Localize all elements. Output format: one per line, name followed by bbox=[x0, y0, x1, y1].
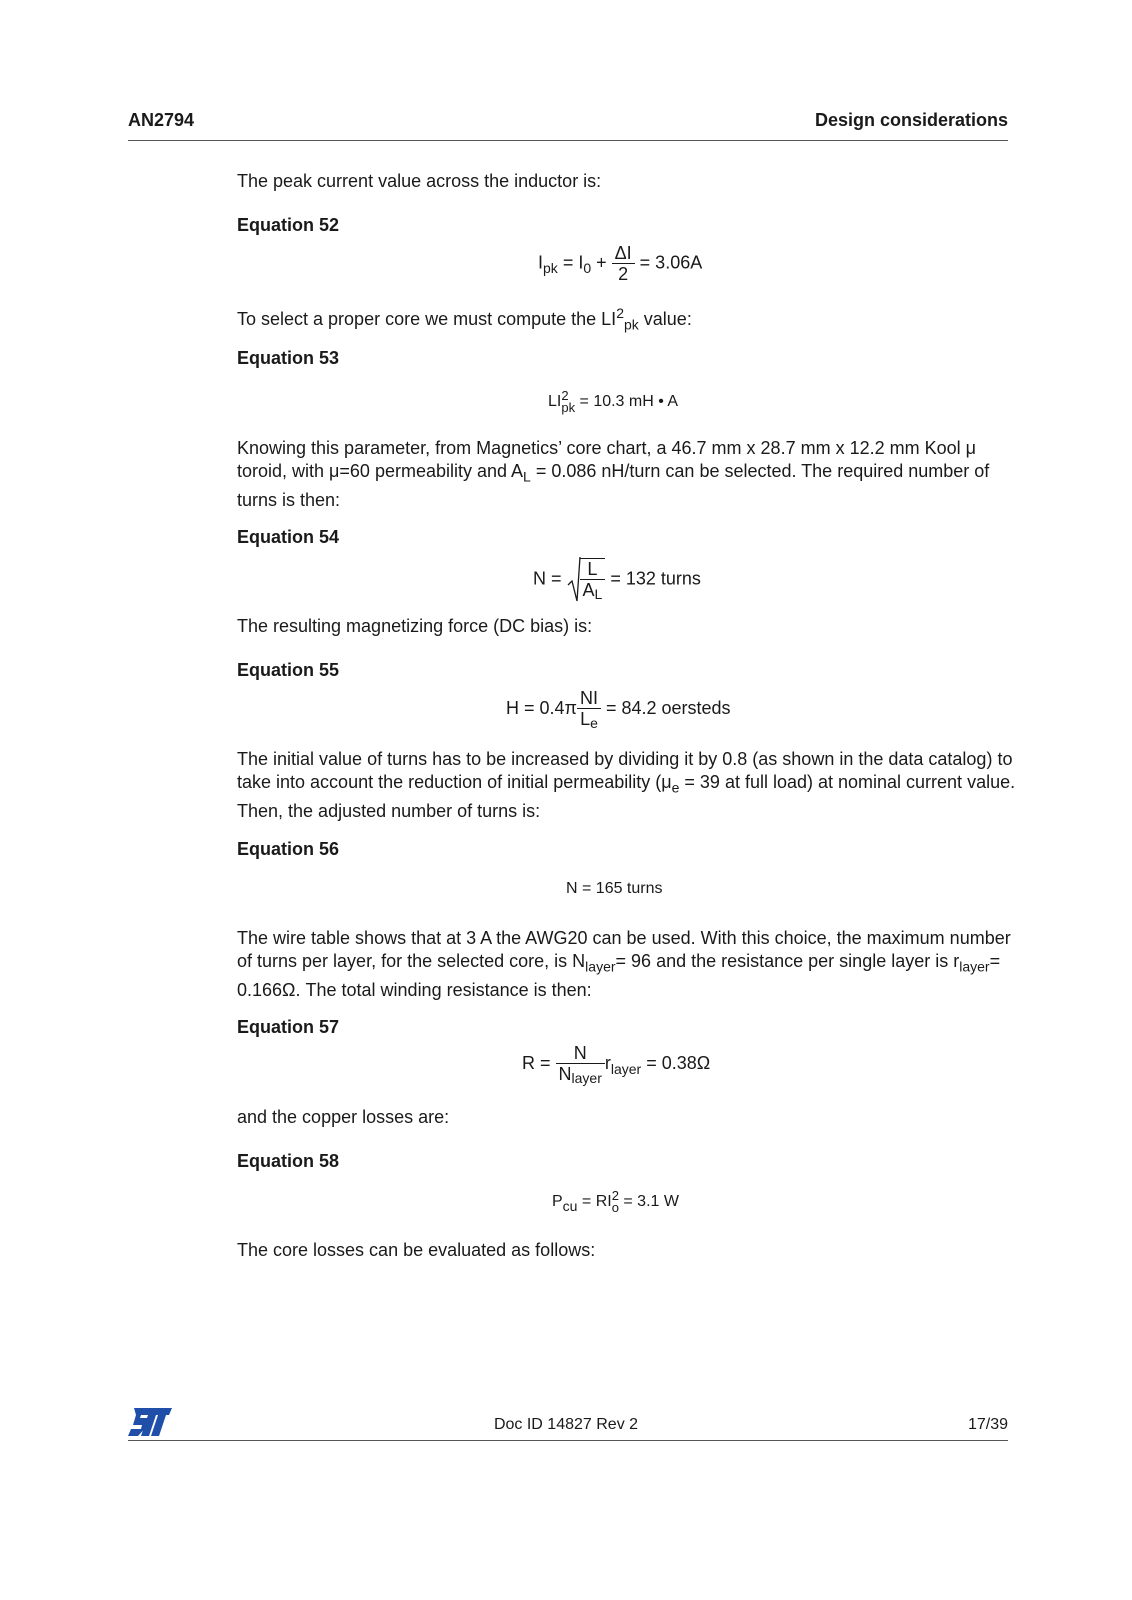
eq-term: r bbox=[604, 1052, 611, 1073]
eq-term: LI bbox=[548, 393, 562, 411]
text-sub: e bbox=[671, 779, 680, 796]
text: Knowing this parameter, from Magnetics’ core chart, a 46.7 mm x 28.7 mm x 12.2 mm Kool μ toroid, with μ=60 permeability and A bbox=[237, 438, 976, 481]
equation-57 bbox=[522, 1043, 710, 1085]
page-header bbox=[128, 110, 1008, 141]
eq-sub: pk bbox=[543, 260, 558, 277]
eq-numerator: N bbox=[556, 1043, 605, 1064]
eq-den-term: L bbox=[580, 709, 591, 729]
eq-result: = 3.06A bbox=[634, 252, 703, 273]
equation-53 bbox=[548, 390, 678, 414]
eq-sup: 2 bbox=[561, 388, 569, 403]
eq-term: H = 0.4π bbox=[506, 697, 577, 718]
equation-57-label: Equation 57 bbox=[237, 1017, 340, 1037]
text: = 0.166Ω. The total winding resistance is then: bbox=[237, 951, 1001, 1000]
footer-doc-ref: Doc ID 14827 Rev 2 bbox=[493, 1416, 639, 1433]
eq-fraction bbox=[580, 558, 606, 601]
eq-term: N = bbox=[533, 568, 567, 589]
eq-term: N = 165 turns bbox=[566, 880, 663, 897]
text: = 96 and the resistance per single layer is r bbox=[615, 951, 960, 971]
text: The peak current value across the inductor is: bbox=[237, 171, 602, 191]
eq-numerator: ΔI bbox=[612, 243, 635, 264]
text: The resulting magnetizing force (DC bias) is: bbox=[237, 616, 593, 636]
eq-result: = 132 turns bbox=[605, 568, 701, 589]
text: value: bbox=[638, 309, 692, 329]
equation-53-label: Equation 53 bbox=[237, 348, 340, 368]
text-sub: L bbox=[523, 468, 531, 485]
equation-56 bbox=[566, 880, 663, 898]
sqrt-sign-icon bbox=[567, 555, 581, 603]
paragraph-initial-turns bbox=[237, 748, 1017, 823]
equation-52-label: Equation 52 bbox=[237, 215, 340, 235]
eq-supsub bbox=[612, 1190, 619, 1214]
eq-term: = RI bbox=[577, 1193, 612, 1211]
paragraph-wire-table bbox=[237, 927, 1017, 1002]
paragraph-copper-losses bbox=[237, 1106, 1017, 1129]
text-sub: layer bbox=[959, 958, 990, 975]
paragraph-peak-current bbox=[237, 170, 1017, 193]
eq-denominator bbox=[577, 709, 601, 730]
eq-result: = 10.3 mH • A bbox=[575, 393, 679, 411]
text: The initial value of turns has to be increased by dividing it by 0.8 (as shown in the data catalog) to take into account the reduction of initial permeability (μ bbox=[237, 749, 1013, 792]
eq-term: P bbox=[552, 1193, 563, 1211]
eq-sub: o bbox=[611, 1200, 619, 1215]
eq-term: R = bbox=[522, 1052, 556, 1073]
paragraph-core-chart bbox=[237, 437, 1017, 512]
text: The wire table shows that at 3 A the AWG20 can be used. With this choice, the maximum number of turns per layer, for the selected core, is N bbox=[237, 928, 1011, 971]
equation-58-label: Equation 58 bbox=[237, 1151, 340, 1171]
paragraph-magnetizing-force bbox=[237, 615, 1017, 638]
eq-den-term: A bbox=[582, 579, 595, 600]
eq-numerator: L bbox=[580, 559, 606, 580]
paragraph-core-losses bbox=[237, 1239, 1017, 1262]
equation-58 bbox=[552, 1190, 679, 1214]
header-doc-id: AN2794 bbox=[128, 110, 195, 130]
footer-page-number: 17/39 bbox=[967, 1416, 1008, 1433]
eq-result: = 3.1 W bbox=[618, 1193, 679, 1211]
text: The core losses can be evaluated as follows: bbox=[237, 1240, 596, 1260]
eq-sub: cu bbox=[562, 1198, 578, 1215]
eq-term: I bbox=[538, 252, 544, 273]
footer-divider bbox=[128, 1440, 1008, 1441]
eq-sub: e bbox=[590, 715, 598, 731]
equation-55 bbox=[506, 688, 731, 730]
paragraph-select-core bbox=[237, 302, 1017, 337]
eq-den-term: N bbox=[558, 1064, 572, 1084]
equation-56-label: Equation 56 bbox=[237, 839, 340, 859]
text-sup: 2 bbox=[616, 305, 624, 321]
eq-result: = 84.2 oersteds bbox=[600, 697, 731, 718]
eq-sub: L bbox=[594, 585, 603, 602]
eq-fraction bbox=[577, 688, 601, 730]
eq-term: + bbox=[591, 252, 612, 273]
equation-54-label: Equation 54 bbox=[237, 527, 340, 547]
eq-denominator: 2 bbox=[618, 264, 629, 284]
eq-sub: pk bbox=[561, 400, 576, 415]
text: = 0.086 nH/turn can be selected. The required number of turns is then: bbox=[237, 461, 990, 510]
eq-denominator bbox=[556, 1064, 605, 1085]
eq-fraction bbox=[556, 1043, 605, 1085]
eq-sub: layer bbox=[571, 1070, 602, 1086]
eq-numerator: NI bbox=[577, 688, 601, 709]
text: and the copper losses are: bbox=[237, 1107, 450, 1127]
text: To select a proper core we must compute the LI bbox=[237, 309, 617, 329]
text-sub: layer bbox=[585, 958, 616, 975]
equation-52 bbox=[538, 243, 702, 284]
text: = 39 at full load) at nominal current value. Then, the adjusted number of turns is: bbox=[237, 772, 1016, 821]
equation-55-label: Equation 55 bbox=[237, 660, 340, 680]
text-sub: pk bbox=[623, 316, 639, 333]
equation-54 bbox=[533, 555, 701, 603]
eq-fraction bbox=[612, 243, 635, 284]
eq-sub: layer bbox=[610, 1060, 642, 1077]
eq-result: = 0.38Ω bbox=[641, 1052, 711, 1073]
eq-sub: 0 bbox=[583, 260, 592, 277]
eq-denominator bbox=[580, 580, 606, 601]
eq-supsub bbox=[561, 390, 575, 414]
header-section-title: Design considerations bbox=[814, 110, 1008, 130]
eq-term: = I bbox=[557, 252, 584, 273]
eq-sup: 2 bbox=[611, 1188, 619, 1203]
